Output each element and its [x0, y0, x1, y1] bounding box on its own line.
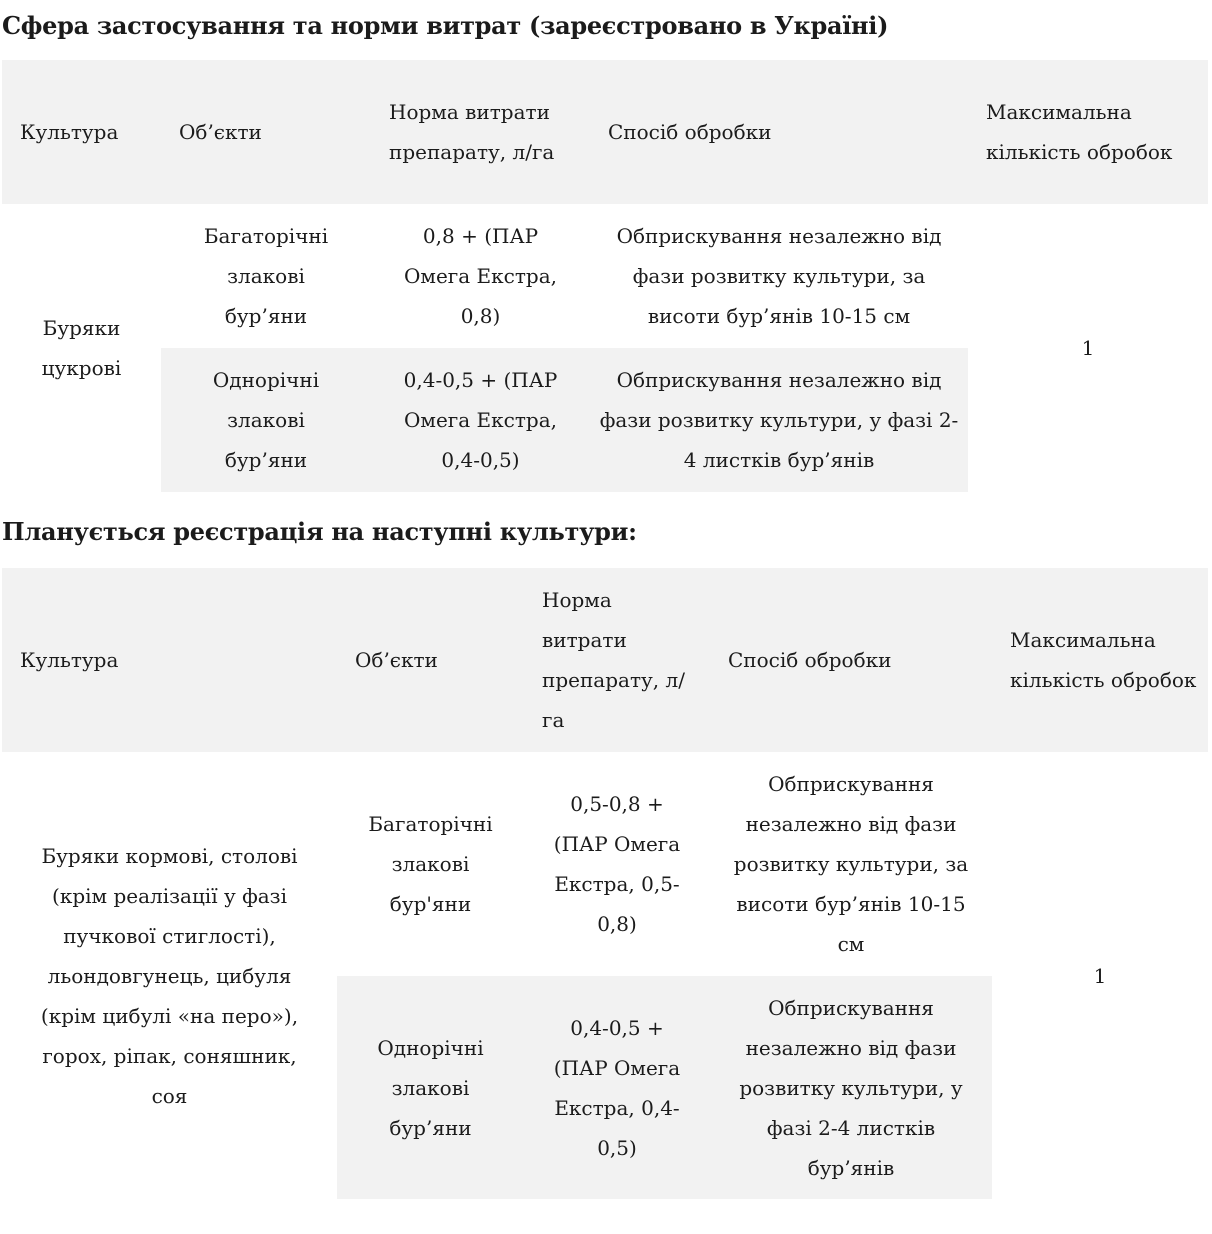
- header-rate: Норма витрати препарату, л/га: [524, 568, 710, 752]
- header-crop: Культура: [2, 568, 337, 752]
- objects-cell: Багаторічні злакові бур’яни: [203, 224, 329, 328]
- header-method: Спосіб обробки: [710, 568, 992, 752]
- objects-cell: Однорічні злакові бур’яни: [337, 976, 524, 1199]
- header-max-treatments: Максимальна кількість обробок: [992, 568, 1208, 752]
- planned-rates-table: [2, 568, 1208, 1199]
- header-objects: Об’єкти: [337, 568, 524, 752]
- objects-cell: Однорічні злакові бур’яни: [161, 348, 371, 492]
- table-row: [2, 752, 1208, 976]
- method-cell: Обприскування незалежно від фази розвитку культури, за висоти бур’янів 10-15 см: [616, 224, 942, 328]
- header-objects: Об’єкти: [161, 60, 371, 204]
- rate-cell: 0,4-0,5 + (ПАР Омега Екстра, 0,4-0,5): [371, 348, 590, 492]
- page: [2, 0, 1208, 1199]
- planned-section-title: Планується реєстрація на наступні культури:: [2, 517, 637, 546]
- header-method: Спосіб обробки: [590, 60, 968, 204]
- method-cell: Обприскування незалежно від фази розвитку культури, у фазі 2-4 листків бур’янів: [710, 976, 992, 1199]
- crop-cell: Буряки цукрові: [41, 316, 122, 380]
- max-treatments-cell: 1: [1093, 963, 1107, 988]
- header-rate: Норма витрати препарату, л/га: [371, 60, 590, 204]
- rate-cell: 0,4-0,5 + (ПАР Омега Екстра, 0,4-0,5): [524, 976, 710, 1199]
- method-cell: Обприскування незалежно від фази розвитку культури, у фазі 2-4 листків бур’янів: [590, 348, 968, 492]
- registered-section-title: Сфера застосування та норми витрат (зареєстровано в Україні): [2, 11, 889, 40]
- rate-cell: 0,8 + (ПАР Омега Екстра, 0,8): [404, 224, 557, 328]
- crop-cell: Буряки кормові, столові (крім реалізації у фазі пучкової стиглості), льондовгунець, цибуля (крім цибулі «на перо»), горох, ріпак, соняшник, соя: [40, 843, 299, 1108]
- table-header-row: [2, 60, 1208, 204]
- objects-cell: Багаторічні злакові бур'яни: [368, 812, 493, 916]
- header-crop: Культура: [2, 60, 161, 204]
- method-cell: Обприскування незалежно від фази розвитку культури, за висоти бур’янів 10-15 см: [733, 772, 969, 956]
- max-treatments-cell: 1: [1081, 336, 1095, 360]
- registered-rates-table: [2, 60, 1208, 492]
- table-header-row: [2, 568, 1208, 752]
- table-row: [2, 204, 1208, 348]
- header-max-treatments: Максимальна кількість обробок: [968, 60, 1208, 204]
- rate-cell: 0,5-0,8 + (ПАР Омега Екстра, 0,5-0,8): [553, 792, 681, 936]
